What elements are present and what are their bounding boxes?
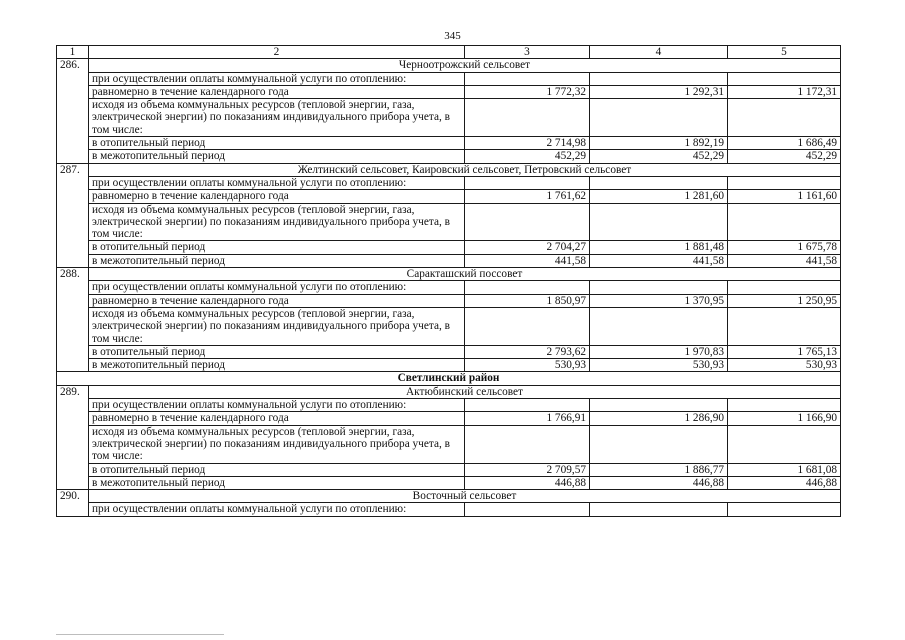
value-cell: 1 675,78: [728, 241, 841, 254]
empty-cell: [728, 399, 841, 412]
value-cell: 1 250,95: [728, 294, 841, 307]
section-title-row: [57, 490, 841, 503]
header-cell: 3: [465, 46, 590, 59]
value-cell: 1 881,48: [590, 241, 728, 254]
intro-row: [57, 72, 841, 85]
intro-row: [57, 503, 841, 516]
evenly-row: [57, 85, 841, 98]
section-title: Актюбинский сельсовет: [89, 385, 841, 398]
nonheating-label: в межотопительный период: [89, 254, 465, 267]
value-cell: 1 892,19: [590, 137, 728, 150]
intro-label: при осуществлении оплаты коммунальной услуги по отоплению:: [89, 503, 465, 516]
empty-cell: [590, 503, 728, 516]
empty-cell: [728, 425, 841, 463]
heating-label: в отопительный период: [89, 137, 465, 150]
empty-cell: [465, 99, 590, 137]
value-cell: 2 704,27: [465, 241, 590, 254]
intro-row: [57, 399, 841, 412]
empty-cell: [465, 399, 590, 412]
consumption-row: [57, 99, 841, 137]
value-cell: 1 850,97: [465, 294, 590, 307]
section-title-row: [57, 163, 841, 176]
section-title-row: [57, 59, 841, 72]
section-title: Желтинский сельсовет, Каировский сельсовет, Петровский сельсовет: [89, 163, 841, 176]
row-number: 290.: [57, 490, 89, 517]
empty-cell: [728, 72, 841, 85]
header-cell: 5: [728, 46, 841, 59]
value-cell: 446,88: [465, 476, 590, 489]
nonheating-label: в межотопительный период: [89, 359, 465, 372]
district-row: [57, 372, 841, 385]
heating-label: в отопительный период: [89, 345, 465, 358]
intro-label: при осуществлении оплаты коммунальной услуги по отоплению:: [89, 399, 465, 412]
value-cell: 441,58: [728, 254, 841, 267]
empty-cell: [728, 307, 841, 345]
evenly-label: равномерно в течение календарного года: [89, 412, 465, 425]
consumption-row: [57, 307, 841, 345]
value-cell: 1 172,31: [728, 85, 841, 98]
empty-cell: [590, 203, 728, 241]
nonheating-label: в межотопительный период: [89, 476, 465, 489]
empty-cell: [465, 203, 590, 241]
table-header-row: [57, 46, 841, 59]
evenly-label: равномерно в течение календарного года: [89, 85, 465, 98]
heating-label: в отопительный период: [89, 463, 465, 476]
header-cell: 2: [89, 46, 465, 59]
empty-cell: [465, 307, 590, 345]
empty-cell: [465, 425, 590, 463]
empty-cell: [728, 176, 841, 189]
value-cell: 530,93: [728, 359, 841, 372]
nonheating-row: [57, 476, 841, 489]
value-cell: 1 970,83: [590, 345, 728, 358]
nonheating-label: в межотопительный период: [89, 150, 465, 163]
empty-cell: [465, 176, 590, 189]
header-cell: 1: [57, 46, 89, 59]
value-cell: 441,58: [465, 254, 590, 267]
intro-label: при осуществлении оплаты коммунальной услуги по отоплению:: [89, 281, 465, 294]
value-cell: 452,29: [465, 150, 590, 163]
value-cell: 1 292,31: [590, 85, 728, 98]
section-title: Черноотрожский сельсовет: [89, 59, 841, 72]
value-cell: 1 166,90: [728, 412, 841, 425]
value-cell: 2 714,98: [465, 137, 590, 150]
value-cell: 1 281,60: [590, 190, 728, 203]
consumption-row: [57, 425, 841, 463]
value-cell: 446,88: [590, 476, 728, 489]
consumption-label: исходя из объема коммунальных ресурсов (тепловой энергии, газа, электрической энергии) по показаниям индивидуального прибора учета, в том числе:: [89, 307, 465, 345]
value-cell: 1 686,49: [728, 137, 841, 150]
value-cell: 1 370,95: [590, 294, 728, 307]
empty-cell: [465, 503, 590, 516]
value-cell: 1 772,32: [465, 85, 590, 98]
value-cell: 441,58: [590, 254, 728, 267]
district-title: Светлинский район: [57, 372, 841, 385]
row-number: 287.: [57, 163, 89, 267]
value-cell: 530,93: [590, 359, 728, 372]
value-cell: 1 286,90: [590, 412, 728, 425]
row-number: 289.: [57, 385, 89, 489]
value-cell: 1 681,08: [728, 463, 841, 476]
consumption-label: исходя из объема коммунальных ресурсов (тепловой энергии, газа, электрической энергии) по показаниям индивидуального прибора учета, в том числе:: [89, 99, 465, 137]
heating-row: [57, 463, 841, 476]
intro-row: [57, 281, 841, 294]
empty-cell: [465, 72, 590, 85]
section-title-row: [57, 268, 841, 281]
evenly-label: равномерно в течение календарного года: [89, 294, 465, 307]
value-cell: 1 765,13: [728, 345, 841, 358]
value-cell: 452,29: [728, 150, 841, 163]
value-cell: 2 793,62: [465, 345, 590, 358]
intro-label: при осуществлении оплаты коммунальной услуги по отоплению:: [89, 72, 465, 85]
evenly-row: [57, 190, 841, 203]
empty-cell: [590, 72, 728, 85]
value-cell: 1 766,91: [465, 412, 590, 425]
heating-row: [57, 345, 841, 358]
section-title-row: [57, 385, 841, 398]
empty-cell: [590, 307, 728, 345]
intro-row: [57, 176, 841, 189]
value-cell: 530,93: [465, 359, 590, 372]
empty-cell: [728, 203, 841, 241]
empty-cell: [590, 99, 728, 137]
empty-cell: [590, 425, 728, 463]
section-title: Саракташский поссовет: [89, 268, 841, 281]
empty-cell: [590, 176, 728, 189]
empty-cell: [728, 281, 841, 294]
heating-label: в отопительный период: [89, 241, 465, 254]
consumption-label: исходя из объема коммунальных ресурсов (тепловой энергии, газа, электрической энергии) по показаниям индивидуального прибора учета, в том числе:: [89, 425, 465, 463]
value-cell: 1 761,62: [465, 190, 590, 203]
tariff-table: [56, 45, 841, 517]
evenly-row: [57, 412, 841, 425]
nonheating-row: [57, 150, 841, 163]
intro-label: при осуществлении оплаты коммунальной услуги по отоплению:: [89, 176, 465, 189]
empty-cell: [728, 99, 841, 137]
value-cell: 452,29: [590, 150, 728, 163]
section-title: Восточный сельсовет: [89, 490, 841, 503]
empty-cell: [728, 503, 841, 516]
divider: [56, 634, 224, 635]
evenly-label: равномерно в течение календарного года: [89, 190, 465, 203]
evenly-row: [57, 294, 841, 307]
empty-cell: [590, 399, 728, 412]
empty-cell: [590, 281, 728, 294]
nonheating-row: [57, 359, 841, 372]
consumption-label: исходя из объема коммунальных ресурсов (тепловой энергии, газа, электрической энергии) по показаниям индивидуального прибора учета, в том числе:: [89, 203, 465, 241]
row-number: 288.: [57, 268, 89, 372]
value-cell: 446,88: [728, 476, 841, 489]
value-cell: 2 709,57: [465, 463, 590, 476]
tariff-table-body: [57, 46, 841, 517]
consumption-row: [57, 203, 841, 241]
page-number: 345: [444, 30, 461, 42]
nonheating-row: [57, 254, 841, 267]
empty-cell: [465, 281, 590, 294]
header-cell: 4: [590, 46, 728, 59]
heating-row: [57, 137, 841, 150]
value-cell: 1 161,60: [728, 190, 841, 203]
row-number: 286.: [57, 59, 89, 163]
value-cell: 1 886,77: [590, 463, 728, 476]
heating-row: [57, 241, 841, 254]
